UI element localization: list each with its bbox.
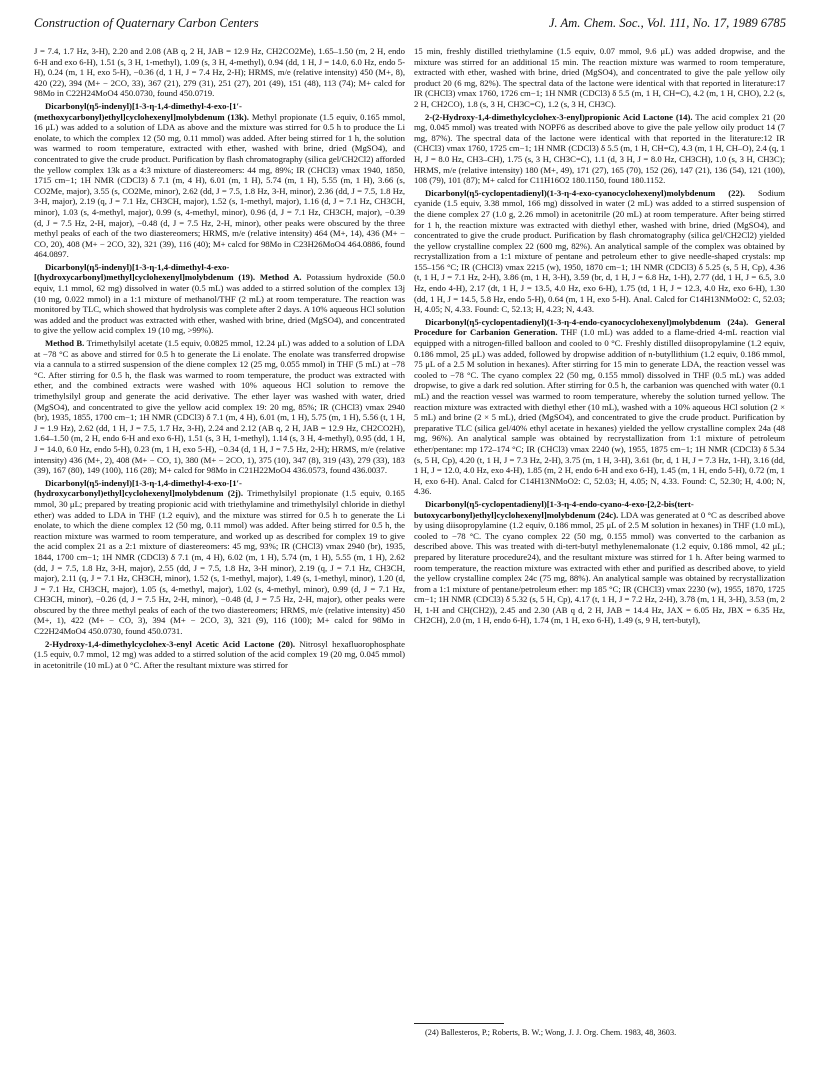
footnote: (24) Ballesteros, P.; Roberts, B. W.; Wong, J. J. Org. Chem. 1983, 48, 3603. <box>425 1028 677 1037</box>
compound-heading: Dicarbonyl(η5-cyclopentadienyl)[1-3-η-4-endo-cyano-4-exo-[2,2-bis(tert-butoxycarbonyl)ethyl]cyclohexenyl]molybdenum (24c). <box>414 498 694 520</box>
compound-heading: Dicarbonyl(η5-indenyl)[1-3-η-1,4-dimethyl-4-exo-[1′-(methoxycarbonyl)ethyl]cyclohexenyl]molybdenum (13k). <box>34 100 249 122</box>
compound-heading: Dicarbonyl(η5-cyclopentadienyl)(1-3-η-4-endo-cyanocyclohexenyl)molybdenum (24a). General Procedure for Carbanion Generation. <box>414 316 785 338</box>
paragraph: Method B. Trimethylsilyl acetate (1.5 equiv, 0.0825 mmol, 12.24 μL) was added to a solution of LDA at −78 °C as above and stirred for 0.5 h to generate the Li enolate. The enolate was transferred dropwise via a cannula to a stirred suspension of the diene complex 12 (25 mg, 0.055 mmol) in THF (5 mL) at −78 °C. After stirring for 0.5 h, the flask was warmed to room temperature, the product was extracted with ether, and the combined extracts were washed with 10% aqueous HCl solution to remove the trimethylsilyl group and generate the acid derivative. The ether layer was washed with water, dried (MgSO4), and concentrated to give the yellow acid complex 19: 20 mg, 85%; IR (CHCl3) νmax 2940 (br), 1935, 1855, 1700 cm−1; 1H NMR (CDCl3) δ 7.1 (m, 4 H), 6.01 (m, 1 H), 5.75 (m, 1 H), 5.56 (t, 1 H, J = 1.9 Hz), 2.62 (dd, 1 H, J = 7.5, 1.7 Hz, 3-H), 2.24 and 2.12 (AB q, 2 H, JAB = 12.9 Hz, CH2CO2H), 1.64–1.50 (m, 2 H, endo 6-H and exo 6-H), 1.51 (s, 3 H, 1-methyl), 1.14 (s, 3 H, 4-methyl), 0.95 (dd, 1 H, J = 14.0, 6.0 Hz, endo 5-H), 0.23 (m, 1 H, exo 5-H), −0.34 (d, 1 H, J = 7.5 Hz, 2-H); HRMS, m/e (relative intensity) 436 (M+, 2), 408 (M+ − CO, 1), 380 (M+ − 2CO, 1), 375 (10), 347 (8), 319 (43), 279 (33), 183 (39), 167 (80), 149 (100), 116 (28); M+ calcd for 98Mo in C21H22MoO4 436.0573, found 436.0037. <box>34 338 405 476</box>
paragraph: 15 min, freshly distilled triethylamine (1.5 equiv, 0.07 mmol, 9.6 μL) was added dropwise, and the mixture was stirred for an additional 15 min. The reaction mixture was warmed to room temperature, extracted with ether, washed with brine, dried (MgSO4), and concentrated to give the pale yellow oily product 20 (6 mg, 82%). The spectral data of the lactone were identical with that reported in literature:17 IR (CHCl3) νmax 1760, 1726 cm−1; 1H NMR (CDCl3) δ 5.5 (m, 1 H, CH=C), 4.2 (m, 1 H, CHO), 2.2 (s, 2 H, CH2CO), 1.8 (s, 3 H, CH3C=C), 1.2 (s, 3 H, CH3C). <box>414 46 785 109</box>
compound-heading: 2-Hydroxy-1,4-dimethylcyclohex-3-enyl Acetic Acid Lactone (20). <box>45 638 296 649</box>
paragraph: Dicarbonyl(η5-cyclopentadienyl)(1-3-η-4-exo-cyanocyclohexenyl)molybdenum (22). Sodium cyanide (1.5 equiv, 3.38 mmol, 166 mg) dissolved in water (2 mL) was added to a stirred suspension of the diene complex 27 (1.0 g, 2.26 mmol) in acetonitrile (20 mL) at room temperature. After being stirred for 1 h, the reaction mixture was extracted with diethyl ether, washed with brine, dried (MgSO4), and concentrated to give the crude product. Purification by flash chromatography (silica gel/CH2Cl2) yielded the yellow crystalline complex 22 (600 mg, 82%). An analytical sample of the complex was obtained by recrystallization from a 1:1 mixture of pentane and petroleum ether to give needle-shaped crystals: mp 155–156 °C; IR (CHCl3) νmax 2215 (w), 1950, 1870 cm−1; 1H NMR (CDCl3) δ 5.25 (s, 5 H, Cp), 4.36 (t, 1 H, J = 7.1 Hz, 2-H), 3.86 (m, 1 H, 3-H), 3.59 (br, d, 1 H, J = 6.8 Hz, 1-H), 2.77 (dd, 1 H, J = 6.5, 3.0 Hz, endo 4-H), 2.17 (dt, 1 H, J = 13.5, 4.0 Hz, exo 6-H), 1.75 (td, 1 H, J = 12.3, 4.0 Hz, exo 6-H), 1.30 (dd, 1 H, J = 14.5, 5.8 Hz, endo 5-H), 0.64 (m, 1 H, exo 5-H). Anal. Calcd for C14H13NMoO2: C, 52.03; H, 4.05; N, 4.33. Found: C, 52.13; H, 4.23; N, 4.43. <box>414 187 785 315</box>
compound-heading: Method B. <box>45 338 85 349</box>
paragraph: Dicarbonyl(η5-indenyl)[1-3-η-1,4-dimethyl-4-exo-[1′-(hydroxycarbonyl)ethyl]cyclohexenyl]molybdenum (2j). Trimethylsilyl propionate (1.5 equiv, 0.165 mmol, 30 μL; prepared by treating propionic acid with triethylamine and trimethylsilyl chloride in diethyl ether) was added to LDA in THF (1.2 equiv), and the mixture was stirred for 0.5 h to generate the Li enolate, to which the diene complex 12 (50 mg, 0.11 mmol) was added. After being stirred for 0.5 h, the reaction mixture was warmed to room temperature, and worked up as described for complex 19 to give the acid complex 21 as a 2:1 mixture of diastereomers: 45 mg, 93%; IR (CHCl3) νmax 2940 (br), 1935, 1844, 1700 cm−1; 1H NMR (CDCl3) δ 7.1 (m, 4 H), 6.02 (m, 1 H), 5.74 (m, 1 H), 5.55 (m, 1 H), 2.62 (dd, J = 7.5, 1.8 Hz, 3-H, major), 2.55 (dd, J = 7.5, 1.8 Hz, 3-H minor), 2.19 (q, J = 7.1 Hz, CH3CH, major), 2.11 (q, J = 7.1 Hz, CH3CH, minor), 1.52 (s, 1-methyl, major), 1.49 (s, 1-methyl, minor), 1.20 (d, J = 7.1 Hz, CH3CH, major), 1.05 (s, 4-methyl, major), 1.02 (s, 4-methyl, minor), 0.99 (d, J = 7.1 Hz, CH3CH, minor), −0.26 (d, J = 7.5 Hz, 2-H, minor), −0.48 (d, J = 7.5 Hz, 2-H, major), other peaks were obscured by the three methyl peaks of each of the two diastereomers; HRMS, m/e (relative intensity) 450 (M+, 1), 422 (M+ − CO, 3), 394 (M+ − 2CO, 3), 321 (9), 116 (100); M+ calcd for 98Mo in C22H24MoO4 450.0730, found 450.0731. <box>34 477 405 637</box>
paragraph: 2-(2-Hydroxy-1,4-dimethylcyclohex-3-enyl)propionic Acid Lactone (14). The acid complex 21 (20 mg, 0.045 mmol) was treated with NOPF6 as described above to give the pale yellow oily product 14 (7 mg, 87%). The spectral data of the lactone were identical with that reported in the literature:12 IR (CHCl3) νmax 1760, 1725 cm−1; 1H NMR (CDCl3) δ 5.5 (m, 1 H, CH=C), 4.3 (m, 1 H, CH–O), 2.4 (q, 1 H, J = 8.0 Hz, CH3–CH), 1.75 (s, 3 H, CH3C=C), 1.1 (d, 3 H, J = 8.0 Hz, CH3CH), 1.0 (s, 3 H, CH3C); HRMS, m/e (relative intensity) 180 (M+, 49), 171 (27), 165 (70), 152 (26), 147 (21), 136 (54), 121 (100), 108 (79), 101 (87); M+ calcd for C11H16O2 180.1150, found 180.1152. <box>414 111 785 186</box>
paragraph: Dicarbonyl(η5-cyclopentadienyl)(1-3-η-4-endo-cyanocyclohexenyl)molybdenum (24a). General Procedure for Carbanion Generation. THF (1.0 mL) was added to a flame-dried 4-mL reaction vial equipped with a nitrogen-filled balloon and cooled to 0 °C. Freshly distilled diisopropylamine (1.2 equiv, 0.186 mmol, 25 μL) was added, followed by dropwise addition of n-butyllithium (1.2 equiv, 0.186 mmol, 75 μL of a 2.5 M solution in hexanes). After stirring for 15 min to generate LDA, the reaction vessel was cooled to −78 °C. The cyano complex 22 (50 mg, 0.155 mmol) dissolved in THF (0.5 mL) was added dropwise, to give a dark red solution. After stirring for 0.5 h, the carbanion was quenched with water (0.1 mL) and the reaction vessel was warmed to room temperature, whereby the solution turned yellow. The reaction mixture was extracted with diethyl ether (10 mL), washed with a 10% aqueous HCl solution (2 × 5 mL) and brine (2 × 5 mL), dried (MgSO4), and concentrated to give the crude product. Purification by preparative TLC (silica gel/40% ethyl acetate in hexanes) yielded the yellow crystalline complex 24a (48 mg, 96%). An analytical sample was obtained by recrystallization from 1:1 mixture of petroleum ether/pentane: mp 172–174 °C; IR (CHCl3) νmax 2240 (w), 1955, 1875 cm−1; 1H NMR (CDCl3) δ 5.34 (s, 5 H, Cp), 4.20 (t, 1 H, J = 7.3 Hz, 2-H), 3.75 (m, 1 H, 3-H), 3.61 (br, d, 1 H, J = 7.3 Hz, 1-H), 3.16 (dd, 1 H, J = 12.0, 4.0 Hz, exo 4-H), 1.85 (m, 2 H, endo 6-H and exo 6-H), 1.45 (m, 1 H, endo 5-H), 0.72 (m, 1 H, exo 6-H). Anal. Calcd for C14H13NMoO2: C, 52.03; H, 4.05; N, 4.33. Found: C, 52.30; H, 4.00; N, 4.36. <box>414 316 785 497</box>
compound-heading: Dicarbonyl(η5-indenyl)[1-3-η-1,4-dimethyl-4-exo-[(hydroxycarbonyl)methyl]cyclohexenyl]molybdenum (19). Method A. <box>34 261 302 283</box>
left-column <box>34 46 405 670</box>
compound-heading: 2-(2-Hydroxy-1,4-dimethylcyclohex-3-enyl)propionic Acid Lactone (14). <box>425 111 693 122</box>
header-title: Construction of Quaternary Carbon Centers <box>34 16 259 30</box>
paragraph: Dicarbonyl(η5-indenyl)[1-3-η-1,4-dimethyl-4-exo-[1′-(methoxycarbonyl)ethyl]cyclohexenyl]molybdenum (13k). Methyl propionate (1.5 equiv, 0.165 mmol, 16 μL) was added to a solution of LDA as above and the mixture was stirred for 0.5 h to produce the Li enolate, to which the complex 12 (50 mg, 0.11 mmol) was added. After being stirred for 1 h, the solution was warmed to room temperature, extracted with ether, washed with brine, dried (MgSO4), and concentrated to give the crude product. Purification by flash chromatography (silica gel/CH2Cl2) afforded the yellow complex 13k as a 4:3 mixture of diastereomers: 44 mg, 89%; IR (CHCl3) νmax 1940, 1850, 1715 cm−1; 1H NMR (CDCl3) δ 7.1 (m, 4 H), 6.01 (m, 1 H), 5.74 (m, 1 H), 5.55 (m, 1 H), 3.66 (s, CO2Me, major), 3.55 (s, CO2Me, minor), 2.62 (dd, J = 7.5, 1.8 Hz, 3-H, minor), 2.36 (dd, J = 7.5, 1.8 Hz, 3-H, major), 2.19 (q, J = 7.1 Hz, CH3CH, major), 1.52 (s, 1-methyl, major), 1.16 (d, J = 7.1 Hz, CH3CH, minor), 1.03 (s, 4-methyl, major), 0.99 (s, 4-methyl, minor), 0.96 (d, J = 7.1 Hz, CH3CH, major), −0.39 (d, J = 7.5 Hz, 2-H, major), −0.48 (d, J = 7.5 Hz, 2-H, minor), other peaks were obscured by the three methyl peaks of each of the two diastereomers; HRMS, m/e (relative intensity) 464 (M+, 14), 436 (M+ − CO, 20), 408 (M+ − 2CO, 32), 321 (39), 116 (40); M+ calcd for 98Mo in C23H26MoO4 464.0886, found 464.0897. <box>34 100 405 260</box>
footnotes <box>414 1023 785 1038</box>
footnote-rule <box>414 1023 504 1024</box>
paragraph: Dicarbonyl(η5-indenyl)[1-3-η-1,4-dimethyl-4-exo-[(hydroxycarbonyl)methyl]cyclohexenyl]molybdenum (19). Method A. Potassium hydroxide (50.0 equiv, 1.1 mmol, 62 mg) dissolved in water (0.5 mL) was added to a stirred solution of the complex 13j (10 mg, 0.022 mmol) in a 1:1 mixture of methanol/THF (2 mL) at room temperature. The reaction was monitored by TLC, which showed that hydrolysis was complete after 2 days. A 10% aqueous HCl solution was added and the product was extracted with ether, washed with brine, dried (MgSO4), and concentrated to give the yellow acid complex 19 (10 mg, >99%). <box>34 261 405 336</box>
compound-heading: Dicarbonyl(η5-indenyl)[1-3-η-1,4-dimethyl-4-exo-[1′-(hydroxycarbonyl)ethyl]cyclohexenyl]molybdenum (2j). <box>34 477 243 499</box>
header-journal: J. Am. Chem. Soc., Vol. 111, No. 17, 1989 6785 <box>548 16 786 30</box>
paragraph: J = 7.4, 1.7 Hz, 3-H), 2.20 and 2.08 (AB q, 2 H, JAB = 12.9 Hz, CH2CO2Me), 1.65–1.50 (m, 2 H, endo 6-H and exo 6-H), 1.51 (s, 3 H, 1-methyl), 1.09 (s, 3 H, 4-methyl), 0.94 (dd, 1 H, J = 14.0, 6.0 Hz, endo 5-H), 0.24 (m, 1 H, exo 5-H), −0.36 (d, 1 H, J = 7.4 Hz, 2-H); HRMS, m/e (relative intensity) 450 (M+, 8), 420 (22), 394 (M+ − 2CO, 33), 367 (21), 279 (31), 251 (27), 201 (49), 151 (48), 113 (74); M+ calcd for 98Mo in C22H24MoO4 450.0730, found 450.0719. <box>34 46 405 99</box>
paragraph: Dicarbonyl(η5-cyclopentadienyl)[1-3-η-4-endo-cyano-4-exo-[2,2-bis(tert-butoxycarbonyl)ethyl]cyclohexenyl]molybdenum (24c). LDA was generated at 0 °C as described above by using diisopropylamine (1.2 equiv, 0.186 mmol, 25 μL of 2.5 M solution in hexanes) in THF (1.0 mL), cooled to −78 °C. The cyano complex 22 (50 mg, 0.155 mmol) was converted to the carbanion as described above. This was treated with di-tert-butyl methylenemalonate (1.2 equiv, 0.186 mmol, 42 μL; prepared by literature procedure24), and the resultant mixture was stirred for 1 h. After being warmed to room temperature, the reaction mixture was extracted with ether and purified as described above, to yield the yellow crystalline complex 24c (75 mg, 88%). An analytical sample was obtained by recrystallization from a 1:1 mixture of pentane/petroleum ether: mp 185 °C; IR (CHCl3) νmax 2230 (w), 1955, 1870, 1725 cm−1; 1H NMR (CDCl3) δ 5.32 (s, 5 H, Cp), 4.17 (t, 1 H, J = 7.2 Hz, 2-H), 3.78 (m, 1 H, 3-H), 3.53 (m, 2 H, 1-H and CH(CH2)), 2.45 and 2.30 (AB q d, 2 H, JAB = 14.4 Hz, JAX = 6.05 Hz, JBX = 6.35 Hz, CH2CH), 2.0 (m, 1 H, endo 6-H), 1.74 (m, 1 H, exo 6-H), 1.49 (s, 9 H, tert-butyl), <box>414 498 785 626</box>
running-header <box>34 16 786 34</box>
paragraph: 2-Hydroxy-1,4-dimethylcyclohex-3-enyl Acetic Acid Lactone (20). Nitrosyl hexafluorophosphate (1.5 equiv, 0.7 mmol, 12 mg) was added to a stirred solution of the acid complex 19 (20 mg, 0.045 mmol) in acetonitrile (10 mL) at 0 °C. After the resultant mixture was stirred for <box>34 638 405 670</box>
compound-heading: Dicarbonyl(η5-cyclopentadienyl)(1-3-η-4-exo-cyanocyclohexenyl)molybdenum (22). <box>425 187 745 198</box>
right-column <box>414 46 785 626</box>
